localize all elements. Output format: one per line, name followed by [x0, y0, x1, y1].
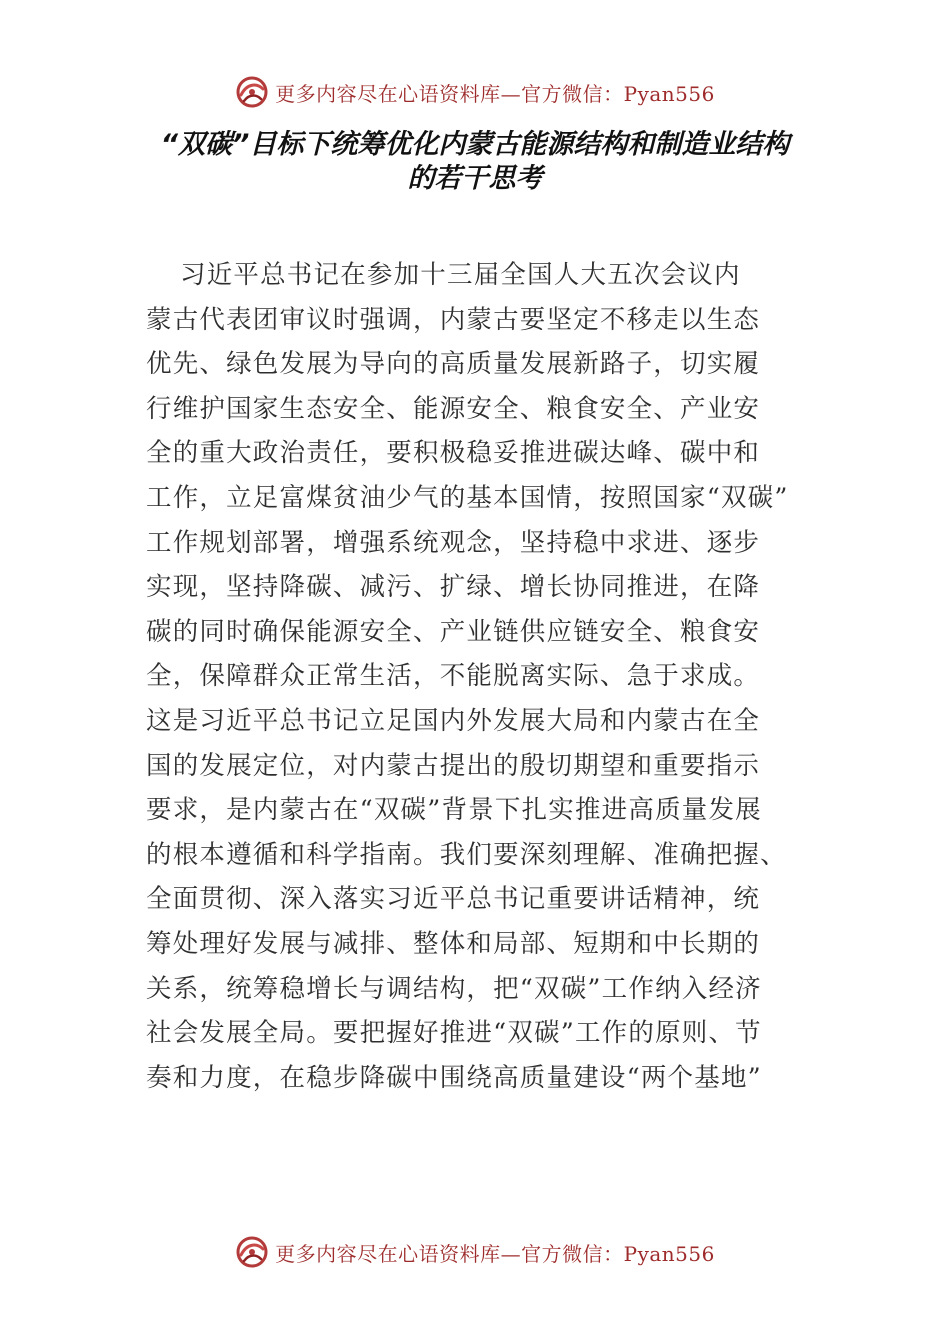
document-title	[100, 128, 850, 196]
body-line: 优先、绿色发展为导向的高质量发展新路子，切实履	[146, 349, 761, 380]
body-line: 碳的同时确保能源安全、产业链供应链安全、粮食安	[146, 616, 761, 647]
body-line: 筹处理好发展与减排、整体和局部、短期和中长期的	[146, 928, 761, 959]
body-line: 工作，立足富煤贫油少气的基本国情，按照国家“双碳”	[146, 482, 789, 513]
red-swirl-logo-icon	[235, 75, 269, 109]
body-line: 的根本遵循和科学指南。我们要深刻理解、准确把握、	[146, 839, 787, 870]
document-body	[146, 253, 806, 1100]
body-line: 习近平总书记在参加十三届全国人大五次会议内	[180, 260, 741, 290]
body-line: 关系，统筹稳增长与调结构，把“双碳”工作纳入经济	[146, 973, 762, 1004]
body-line: 全面贯彻、深入落实习近平总书记重要讲话精神，统	[146, 884, 761, 915]
red-swirl-logo-icon	[235, 1235, 269, 1269]
body-line: 国的发展定位，对内蒙古提出的殷切期望和重要指示	[146, 750, 761, 781]
body-line: 全的重大政治责任，要积极稳妥推进碳达峰、碳中和	[146, 438, 761, 469]
header-banner-text: 更多内容尽在心语资料库—官方微信：Pyan556	[275, 81, 715, 106]
footer-banner-text: 更多内容尽在心语资料库—官方微信：Pyan556	[275, 1241, 715, 1266]
body-line: 奏和力度，在稳步降碳中围绕高质量建设“两个基地”	[146, 1062, 762, 1093]
header-banner	[0, 72, 950, 112]
title-line-1: “双碳”目标下统筹优化内蒙古能源结构和制造业结构	[160, 129, 790, 160]
body-line: 全，保障群众正常生活，不能脱离实际、急于求成。	[146, 661, 761, 692]
body-line: 工作规划部署，增强系统观念，坚持稳中求进、逐步	[146, 527, 761, 558]
title-line-2: 的若干思考	[407, 163, 543, 194]
body-line: 这是习近平总书记立足国内外发展大局和内蒙古在全	[146, 705, 761, 736]
body-line: 社会发展全局。要把握好推进“双碳”工作的原则、节	[146, 1018, 762, 1049]
body-line: 要求，是内蒙古在“双碳”背景下扎实推进高质量发展	[146, 795, 762, 826]
body-line: 实现，坚持降碳、减污、扩绿、增长协同推进，在降	[146, 572, 761, 603]
footer-banner	[0, 1232, 950, 1272]
body-line: 蒙古代表团审议时强调，内蒙古要坚定不移走以生态	[146, 304, 761, 335]
body-line: 行维护国家生态安全、能源安全、粮食安全、产业安	[146, 393, 761, 424]
